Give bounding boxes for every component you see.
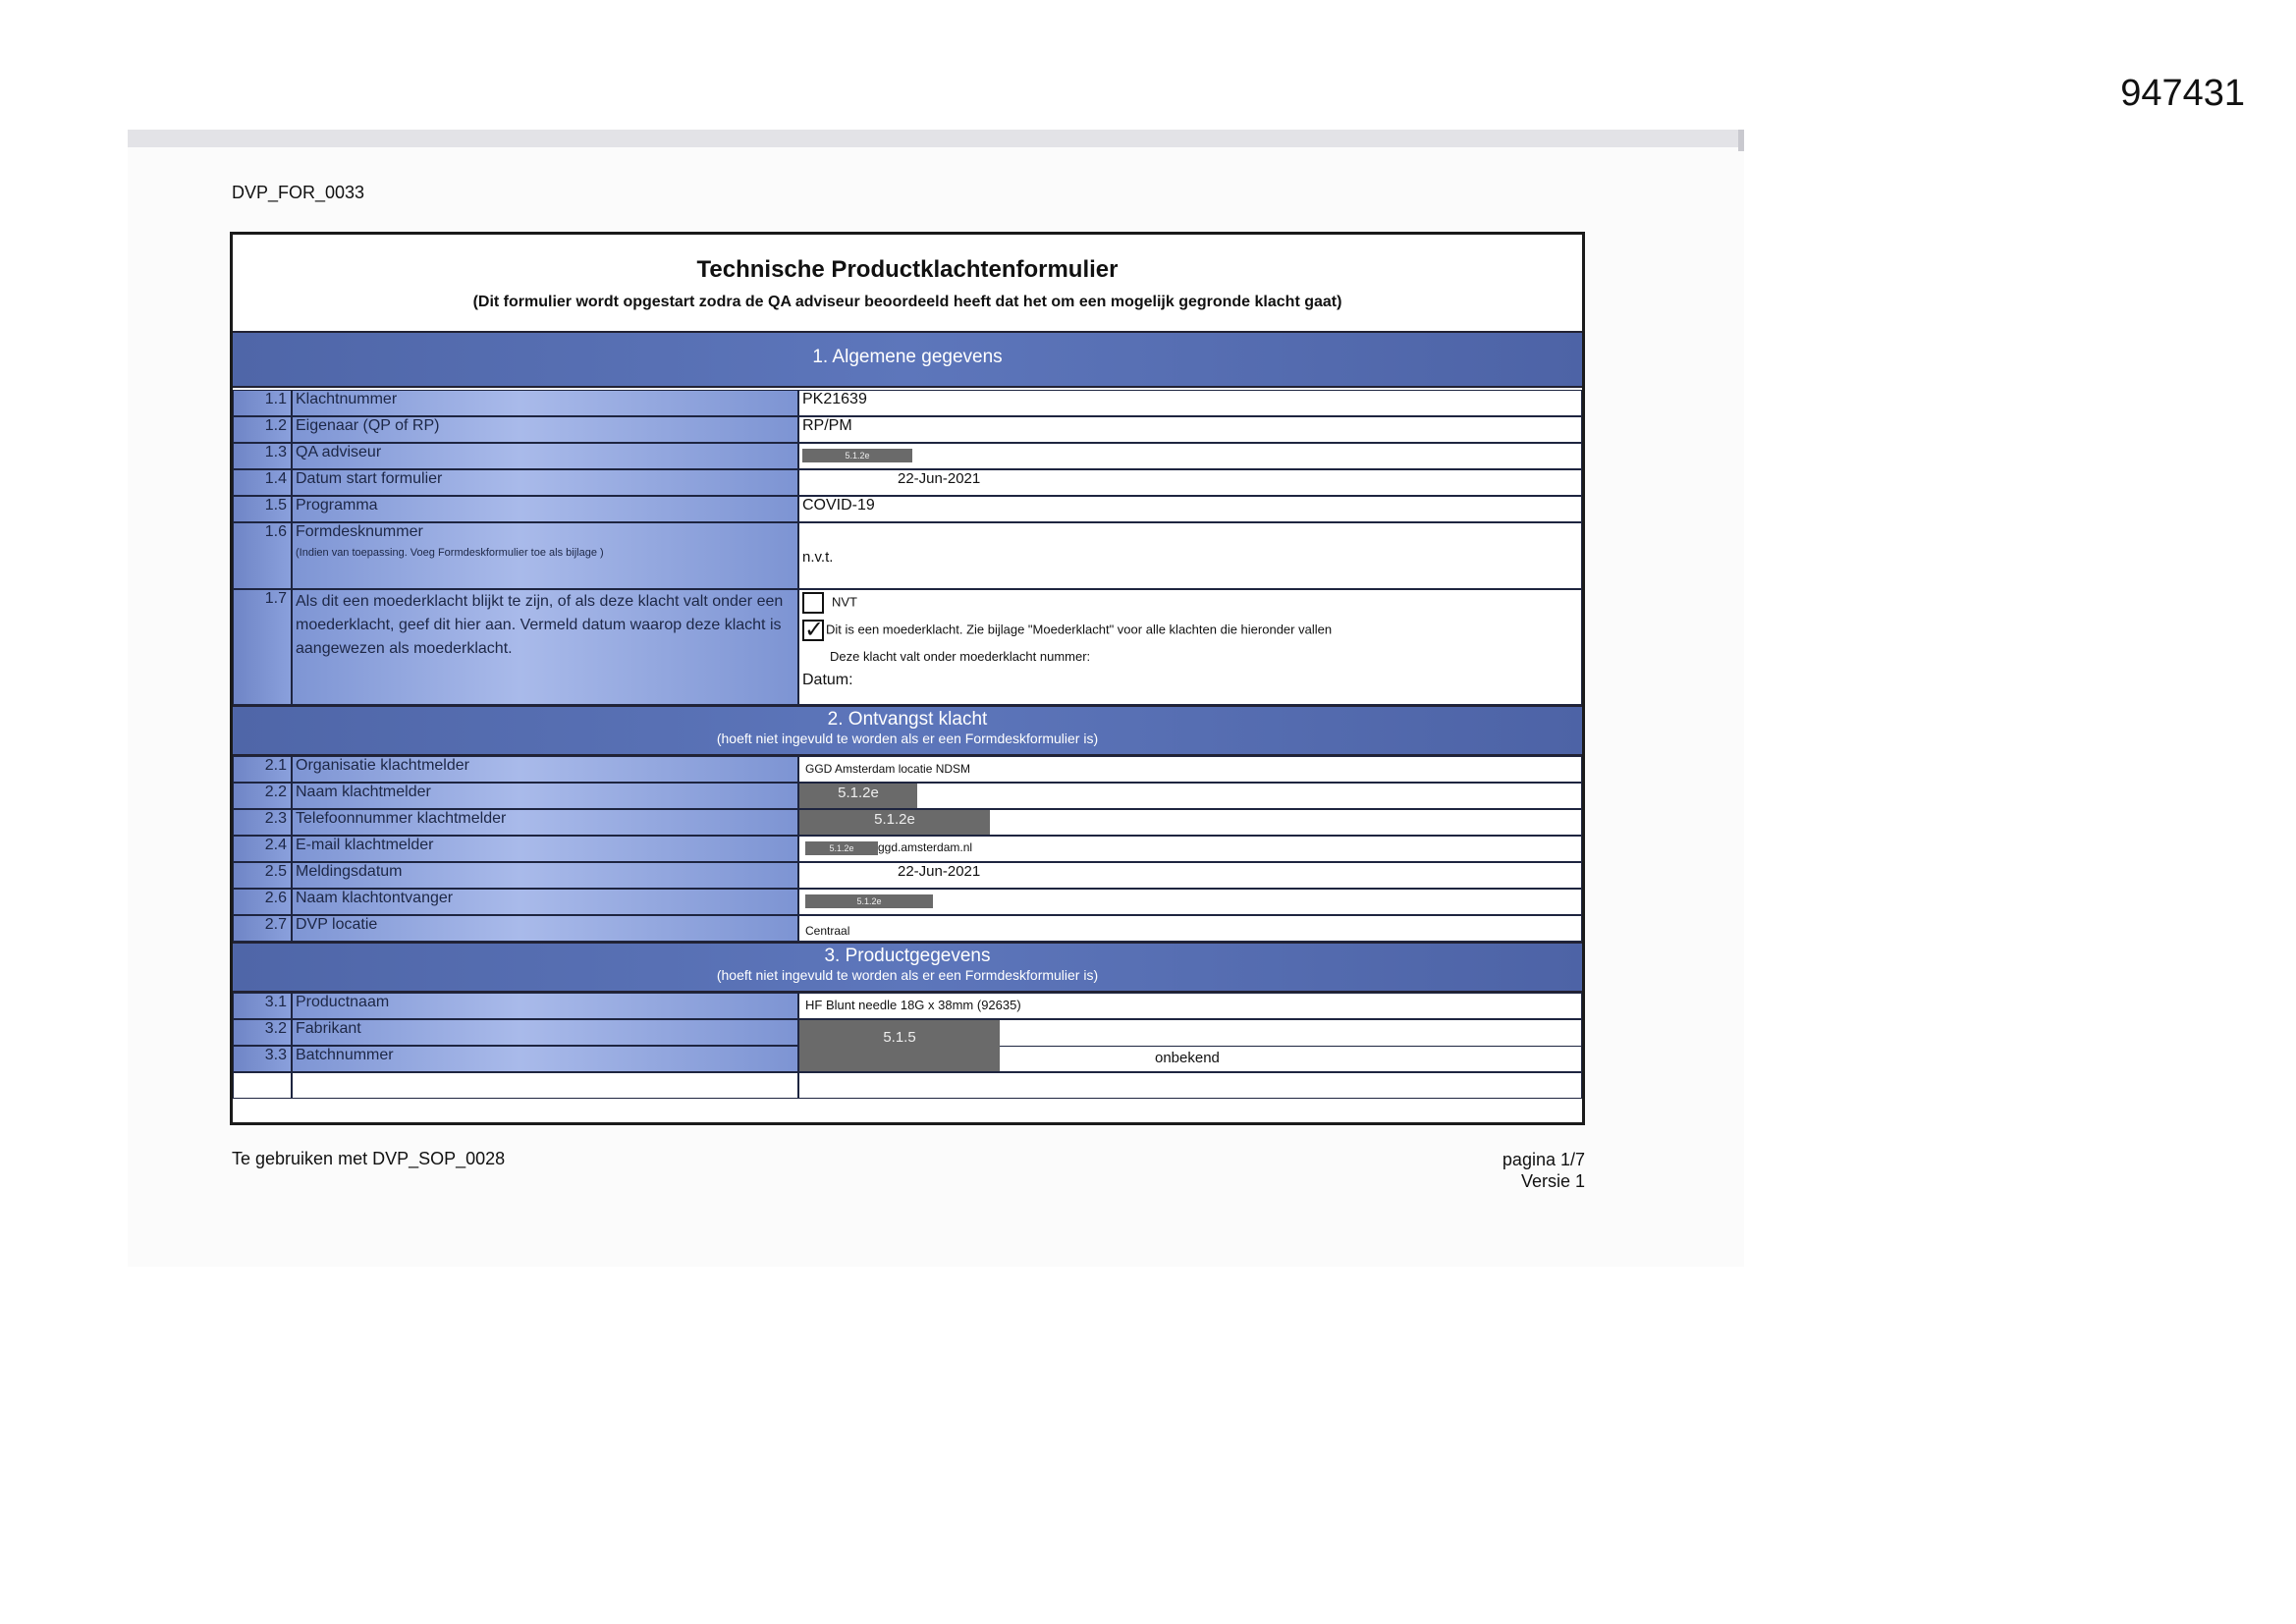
- product-name-field[interactable]: HF Blunt needle 18G x 38mm (92635): [798, 993, 1582, 1019]
- row-label: Klachtnummer: [292, 390, 798, 416]
- receiver-name-field[interactable]: [798, 889, 1582, 915]
- form-row: [233, 443, 1582, 469]
- complaint-form: [230, 232, 1585, 1125]
- form-code: DVP_FOR_0033: [232, 183, 365, 202]
- form-row: [233, 915, 1582, 942]
- row-number: 1.7: [233, 589, 292, 705]
- form-row: [233, 783, 1582, 809]
- formdesk-label: Formdesknummer: [296, 523, 423, 540]
- section-note: (hoeft niet ingevuld te worden als er een Formdeskformulier is): [716, 731, 1099, 746]
- redaction-block: 5.1.2e: [802, 449, 912, 462]
- empty-cell: [292, 1072, 798, 1099]
- row-label: Naam klachtmelder: [292, 783, 798, 809]
- organization-field[interactable]: GGD Amsterdam locatie NDSM: [798, 756, 1582, 783]
- empty-cell: [798, 1072, 1582, 1099]
- option-parent[interactable]: [802, 620, 1581, 641]
- row-number: 1.3: [233, 443, 292, 469]
- redaction-block: 5.1.2e: [805, 841, 878, 855]
- formdesk-number-field[interactable]: n.v.t.: [798, 522, 1582, 589]
- nvt-label: NVT: [832, 594, 857, 610]
- row-number: 2.7: [233, 915, 292, 942]
- section-header-product: [233, 942, 1582, 993]
- reporter-name-field[interactable]: [798, 783, 1582, 809]
- parent-number-line: Deze klacht valt onder moederklacht nummer:: [830, 649, 1091, 664]
- batch-number-value: onbekend: [1155, 1050, 1220, 1066]
- row-number: 2.5: [233, 862, 292, 889]
- row-label: Eigenaar (QP of RP): [292, 416, 798, 443]
- row-number: 1.1: [233, 390, 292, 416]
- section-note: (hoeft niet ingevuld te worden als er een Formdeskformulier is): [716, 967, 1099, 983]
- version: Versie 1: [1520, 1171, 1585, 1191]
- row-label: Batchnummer: [292, 1046, 798, 1072]
- row-number: 1.2: [233, 416, 292, 443]
- row-label: DVP locatie: [292, 915, 798, 942]
- row-label: QA adviseur: [292, 443, 798, 469]
- formdesk-note: (Indien van toepassing. Voeg Formdeskformulier toe als bijlage ): [296, 547, 604, 559]
- form-row: [233, 756, 1582, 783]
- start-date-field[interactable]: 22-Jun-2021: [798, 469, 1582, 496]
- row-divider: [1000, 1046, 1581, 1047]
- parent-date-label: Datum:: [802, 672, 853, 688]
- redaction-block: 5.1.5: [799, 1020, 1000, 1072]
- row-number: 1.4: [233, 469, 292, 496]
- form-row: [233, 522, 1582, 589]
- form-row: [233, 836, 1582, 862]
- row-number: 2.2: [233, 783, 292, 809]
- form-row: [233, 993, 1582, 1019]
- email-domain: ggd.amsterdam.nl: [878, 840, 973, 854]
- form-row: [233, 416, 1582, 443]
- row-label: Fabrikant: [292, 1019, 798, 1046]
- redaction-block: 5.1.2e: [805, 894, 933, 908]
- owner-field[interactable]: RP/PM: [798, 416, 1582, 443]
- row-number: 3.1: [233, 993, 292, 1019]
- row-number: 2.6: [233, 889, 292, 915]
- manufacturer-batch-field[interactable]: [798, 1019, 1582, 1072]
- nvt-checkbox[interactable]: [802, 592, 824, 614]
- reporter-phone-field[interactable]: [798, 809, 1582, 836]
- scan-top-bar: [128, 130, 1744, 147]
- section-title: 1. Algemene gegevens: [812, 347, 1003, 367]
- form-header: [233, 235, 1582, 333]
- parent-complaint-checkbox[interactable]: [802, 620, 824, 641]
- row-label: Telefoonnummer klachtmelder: [292, 809, 798, 836]
- row-number: 2.4: [233, 836, 292, 862]
- row-label: [292, 522, 798, 589]
- form-row: [233, 496, 1582, 522]
- complaint-number-field[interactable]: PK21639: [798, 390, 1582, 416]
- redaction-block: 5.1.2e: [799, 810, 990, 836]
- form-row: [233, 809, 1582, 836]
- program-field[interactable]: COVID-19: [798, 496, 1582, 522]
- empty-cell: [233, 1072, 292, 1099]
- section-header-receipt: [233, 705, 1582, 756]
- row-label: Productnaam: [292, 993, 798, 1019]
- form-row: [233, 589, 1582, 705]
- form-row: [233, 889, 1582, 915]
- qa-advisor-field[interactable]: [798, 443, 1582, 469]
- row-label: Datum start formulier: [292, 469, 798, 496]
- form-row: [233, 469, 1582, 496]
- scan-edge: [1738, 130, 1744, 151]
- form-subtitle: (Dit formulier wordt opgestart zodra de QA adviseur beoordeeld heeft dat het om een mogelijk gegronde klacht gaat): [472, 294, 1342, 310]
- row-label: Meldingsdatum: [292, 862, 798, 889]
- form-row-group: [233, 1019, 1582, 1072]
- footer-page-info: [1394, 1149, 1585, 1192]
- row-number: 2.3: [233, 809, 292, 836]
- row-number: 3.2: [233, 1019, 292, 1046]
- form-row: [233, 390, 1582, 416]
- redaction-block: 5.1.2e: [799, 784, 917, 809]
- document-number: 947431: [2120, 73, 2245, 114]
- dvp-location-field[interactable]: Centraal: [798, 915, 1582, 942]
- page-number: pagina 1/7: [1502, 1150, 1585, 1169]
- row-label: Als dit een moederklacht blijkt te zijn, of als deze klacht valt onder een moederklacht, geef dit hier aan. Vermeld datum waarop deze klacht is aangewezen als moederklacht.: [292, 589, 798, 705]
- report-date-field[interactable]: 22-Jun-2021: [798, 862, 1582, 889]
- parent-complaint-field: [798, 589, 1582, 705]
- section-title: 2. Ontvangst klacht: [827, 709, 988, 730]
- section-title: 3. Productgegevens: [824, 946, 991, 966]
- row-label: E-mail klachtmelder: [292, 836, 798, 862]
- row-number: 1.6: [233, 522, 292, 589]
- form-row: [233, 862, 1582, 889]
- row-label: Programma: [292, 496, 798, 522]
- row-label: Naam klachtontvanger: [292, 889, 798, 915]
- option-nvt[interactable]: [802, 592, 1581, 614]
- form-title: Technische Productklachtenformulier: [696, 256, 1119, 283]
- empty-row: [233, 1072, 1582, 1099]
- row-number: 1.5: [233, 496, 292, 522]
- row-number: 3.3: [233, 1046, 292, 1072]
- section-header-general: [233, 331, 1582, 388]
- parent-complaint-label: Dit is een moederklacht. Zie bijlage "Moederklacht" voor alle klachten die hieronder vallen: [826, 622, 1333, 637]
- footer-sop-reference: Te gebruiken met DVP_SOP_0028: [232, 1149, 506, 1168]
- row-label: Organisatie klachtmelder: [292, 756, 798, 783]
- row-number: 2.1: [233, 756, 292, 783]
- reporter-email-field[interactable]: [798, 836, 1582, 862]
